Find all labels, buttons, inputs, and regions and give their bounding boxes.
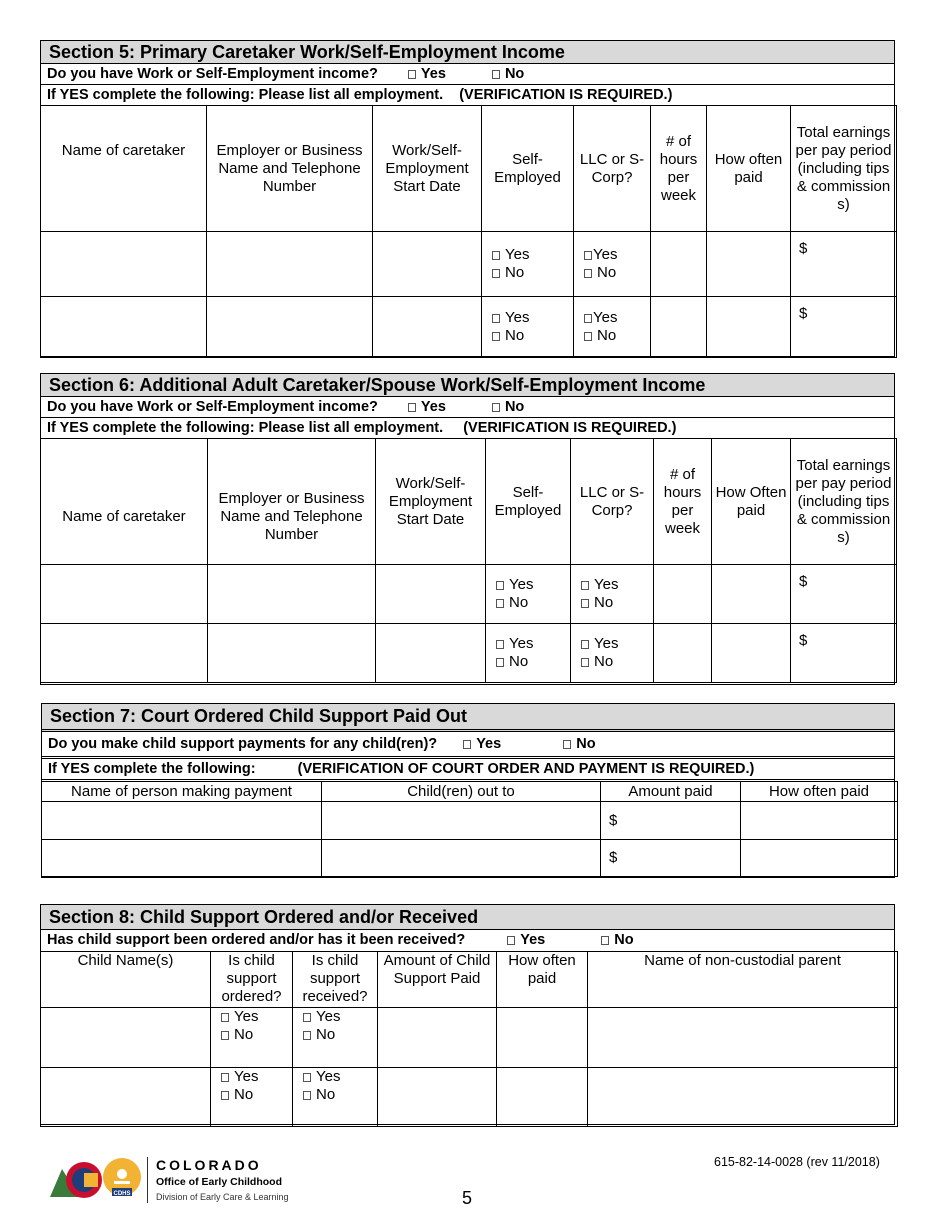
header-child-names: Child Name(s) bbox=[41, 952, 211, 1008]
header-children-out-to: Child(ren) out to bbox=[322, 782, 601, 802]
section-6-title: Section 6: Additional Adult Caretaker/Spouse Work/Self-Employment Income bbox=[41, 374, 894, 397]
header-employer: Employer or Business Name and Telephone Number bbox=[207, 106, 373, 232]
total-earnings-cell[interactable]: $ bbox=[791, 565, 897, 624]
yes-option[interactable]: Yes bbox=[492, 246, 570, 264]
section-8 bbox=[40, 904, 895, 1125]
checkbox-icon[interactable] bbox=[601, 936, 609, 945]
self-employed-cell bbox=[482, 297, 574, 358]
header-amount-paid: Amount of Child Support Paid bbox=[378, 952, 497, 1008]
form-code: 615-82-14-0028 (rev 11/2018) bbox=[714, 1155, 880, 1169]
yes-option[interactable]: Yes bbox=[221, 1008, 289, 1026]
start-date-cell[interactable] bbox=[376, 624, 486, 683]
support-received-cell bbox=[293, 1068, 378, 1127]
section-5-question: Do you have Work or Self-Employment income? bbox=[47, 66, 378, 82]
checkbox-icon[interactable] bbox=[492, 251, 500, 260]
yes-option[interactable]: Yes bbox=[581, 635, 650, 653]
table-row bbox=[41, 297, 897, 358]
yes-option[interactable]: Yes bbox=[221, 1068, 289, 1086]
header-amount-paid: Amount paid bbox=[601, 782, 741, 802]
section-7-title: Section 7: Court Ordered Child Support Paid Out bbox=[42, 704, 894, 732]
llc-cell bbox=[574, 297, 651, 358]
no-option[interactable]: No bbox=[492, 327, 570, 345]
section-5 bbox=[40, 40, 895, 357]
yes-option[interactable]: Yes bbox=[584, 309, 647, 327]
no-option[interactable]: No bbox=[492, 264, 570, 282]
table-row bbox=[41, 624, 897, 683]
no-option[interactable]: No bbox=[303, 1026, 374, 1044]
no-option[interactable]: No bbox=[581, 653, 650, 671]
section-5-instruction: If YES complete the following: Please list all employment. bbox=[47, 87, 444, 103]
section-8-table bbox=[40, 951, 898, 1127]
amount-paid-cell[interactable]: $ bbox=[601, 802, 741, 840]
hours-cell[interactable] bbox=[654, 624, 712, 683]
section-7-yes-option[interactable]: Yes bbox=[463, 732, 501, 756]
checkbox-icon[interactable] bbox=[303, 1013, 311, 1022]
no-option[interactable]: No bbox=[584, 264, 647, 282]
header-name: Name of caretaker bbox=[41, 106, 207, 232]
yes-option[interactable]: Yes bbox=[581, 576, 650, 594]
section-7-no-option[interactable]: No bbox=[563, 732, 595, 756]
how-often-cell[interactable] bbox=[497, 1068, 588, 1127]
header-self-employed: Self-Employed bbox=[482, 106, 574, 232]
section-5-no-option[interactable]: No bbox=[492, 64, 524, 84]
header-start-date: Work/Self-Employment Start Date bbox=[376, 439, 486, 565]
checkbox-icon[interactable] bbox=[221, 1031, 229, 1040]
section-6-yes-option[interactable]: Yes bbox=[408, 397, 446, 417]
checkbox-icon[interactable] bbox=[463, 740, 471, 749]
colorado-mountains-logo-icon bbox=[50, 1155, 150, 1205]
checkbox-icon[interactable] bbox=[507, 936, 515, 945]
checkbox-icon[interactable] bbox=[492, 314, 500, 323]
llc-cell bbox=[571, 624, 654, 683]
checkbox-icon[interactable] bbox=[303, 1031, 311, 1040]
section-8-title: Section 8: Child Support Ordered and/or Received bbox=[41, 905, 894, 930]
section-6-no-option[interactable]: No bbox=[492, 397, 524, 417]
header-noncustodial-parent: Name of non-custodial parent bbox=[588, 952, 898, 1008]
employer-cell[interactable] bbox=[207, 297, 373, 358]
name-cell[interactable] bbox=[41, 232, 207, 297]
yes-option[interactable]: Yes bbox=[303, 1068, 374, 1086]
logo-title: COLORADO bbox=[156, 1157, 262, 1173]
section-7-instruction: If YES complete the following: bbox=[48, 761, 256, 777]
section-8-question-line bbox=[41, 930, 894, 952]
llc-cell bbox=[571, 565, 654, 624]
checkbox-icon[interactable] bbox=[221, 1091, 229, 1100]
section-7-question-line bbox=[42, 732, 894, 759]
page-number: 5 bbox=[462, 1188, 473, 1208]
checkbox-icon[interactable] bbox=[492, 269, 500, 278]
start-date-cell[interactable] bbox=[373, 297, 482, 358]
header-total-earnings: Total earnings per pay period (including tips & commission s) bbox=[791, 106, 897, 232]
llc-cell bbox=[574, 232, 651, 297]
table-row bbox=[41, 1008, 898, 1068]
logo-division: Division of Early Care & Learning bbox=[156, 1192, 289, 1202]
name-cell[interactable] bbox=[41, 297, 207, 358]
noncustodial-parent-cell[interactable] bbox=[588, 1068, 898, 1127]
no-option[interactable]: No bbox=[584, 327, 647, 345]
child-name-cell[interactable] bbox=[41, 1068, 211, 1127]
table-row bbox=[42, 802, 898, 840]
support-received-cell bbox=[293, 1008, 378, 1068]
section-5-verification: (VERIFICATION IS REQUIRED.) bbox=[459, 87, 673, 103]
checkbox-icon[interactable] bbox=[581, 640, 589, 649]
no-option[interactable]: No bbox=[221, 1026, 289, 1044]
section-6-question: Do you have Work or Self-Employment income? bbox=[47, 399, 378, 415]
checkbox-icon[interactable] bbox=[584, 269, 592, 278]
section-5-table bbox=[40, 105, 897, 358]
section-5-question-line bbox=[41, 64, 894, 85]
header-support-ordered: Is child support ordered? bbox=[211, 952, 293, 1008]
section-7 bbox=[41, 703, 895, 878]
hours-cell[interactable] bbox=[651, 297, 707, 358]
no-option[interactable]: No bbox=[496, 594, 567, 612]
total-earnings-cell[interactable]: $ bbox=[791, 232, 897, 297]
checkbox-icon[interactable] bbox=[496, 658, 504, 667]
noncustodial-parent-cell[interactable] bbox=[588, 1008, 898, 1068]
checkbox-icon[interactable] bbox=[492, 70, 500, 79]
checkbox-icon[interactable] bbox=[584, 251, 592, 260]
how-often-paid-cell[interactable] bbox=[741, 840, 898, 877]
how-often-cell[interactable] bbox=[497, 1008, 588, 1068]
checkbox-icon[interactable] bbox=[581, 581, 589, 590]
hours-cell[interactable] bbox=[651, 232, 707, 297]
section-6-instruction-line bbox=[41, 418, 894, 439]
checkbox-icon[interactable] bbox=[492, 403, 500, 412]
checkbox-icon[interactable] bbox=[303, 1073, 311, 1082]
section-7-instruction-line bbox=[42, 759, 894, 782]
header-how-often-paid: How often paid bbox=[497, 952, 588, 1008]
no-option[interactable]: No bbox=[221, 1086, 289, 1104]
colorado-oec-logo bbox=[50, 1155, 290, 1205]
checkbox-icon[interactable] bbox=[584, 314, 592, 323]
name-cell[interactable] bbox=[41, 565, 208, 624]
how-often-cell[interactable] bbox=[707, 232, 791, 297]
payer-name-cell[interactable] bbox=[42, 802, 322, 840]
checkbox-icon[interactable] bbox=[221, 1073, 229, 1082]
no-option[interactable]: No bbox=[496, 653, 567, 671]
header-total-earnings: Total earnings per pay period (including tips & commission s) bbox=[791, 439, 897, 565]
table-row bbox=[41, 565, 897, 624]
section-7-table bbox=[41, 781, 898, 877]
checkbox-icon[interactable] bbox=[492, 332, 500, 341]
section-6-instruction: If YES complete the following: Please list all employment. bbox=[47, 420, 444, 436]
child-name-cell[interactable] bbox=[41, 1008, 211, 1068]
amount-cell[interactable] bbox=[378, 1008, 497, 1068]
how-often-cell[interactable] bbox=[712, 565, 791, 624]
section-7-question: Do you make child support payments for any child(ren)? bbox=[48, 736, 438, 752]
yes-option[interactable]: Yes bbox=[303, 1008, 374, 1026]
yes-option[interactable]: Yes bbox=[584, 246, 647, 264]
checkbox-icon[interactable] bbox=[563, 740, 571, 749]
checkbox-icon[interactable] bbox=[496, 581, 504, 590]
section-6 bbox=[40, 373, 895, 685]
self-employed-cell bbox=[486, 624, 571, 683]
start-date-cell[interactable] bbox=[376, 565, 486, 624]
checkbox-icon[interactable] bbox=[584, 332, 592, 341]
section-8-question: Has child support been ordered and/or has it been received? bbox=[47, 932, 466, 948]
header-how-often: How often paid bbox=[707, 106, 791, 232]
yes-option[interactable]: Yes bbox=[496, 635, 567, 653]
checkbox-icon[interactable] bbox=[408, 70, 416, 79]
checkbox-icon[interactable] bbox=[496, 640, 504, 649]
table-row bbox=[41, 232, 897, 297]
table-row bbox=[41, 1068, 898, 1127]
section-6-verification: (VERIFICATION IS REQUIRED.) bbox=[463, 420, 677, 436]
amount-paid-cell[interactable]: $ bbox=[601, 840, 741, 877]
employer-cell[interactable] bbox=[208, 624, 376, 683]
support-ordered-cell bbox=[211, 1068, 293, 1127]
header-llc: LLC or S-Corp? bbox=[571, 439, 654, 565]
header-start-date: Work/Self-Employment Start Date bbox=[373, 106, 482, 232]
no-option[interactable]: No bbox=[581, 594, 650, 612]
children-out-to-cell[interactable] bbox=[322, 840, 601, 877]
section-5-yes-option[interactable]: Yes bbox=[408, 64, 446, 84]
total-earnings-cell[interactable]: $ bbox=[791, 297, 897, 358]
checkbox-icon[interactable] bbox=[581, 658, 589, 667]
self-employed-cell bbox=[482, 232, 574, 297]
children-out-to-cell[interactable] bbox=[322, 802, 601, 840]
section-6-table bbox=[40, 438, 897, 683]
section-8-yes-option[interactable]: Yes bbox=[507, 930, 545, 951]
section-6-question-line bbox=[41, 397, 894, 418]
name-cell[interactable] bbox=[41, 624, 208, 683]
self-employed-cell bbox=[486, 565, 571, 624]
header-self-employed: Self-Employed bbox=[486, 439, 571, 565]
header-employer: Employer or Business Name and Telephone Number bbox=[208, 439, 376, 565]
checkbox-icon[interactable] bbox=[221, 1013, 229, 1022]
section-8-no-option[interactable]: No bbox=[601, 930, 633, 951]
how-often-paid-cell[interactable] bbox=[741, 802, 898, 840]
header-hours: # of hours per week bbox=[654, 439, 712, 565]
header-how-often: How Often paid bbox=[712, 439, 791, 565]
yes-option[interactable]: Yes bbox=[492, 309, 570, 327]
header-hours: # of hours per week bbox=[651, 106, 707, 232]
checkbox-icon[interactable] bbox=[408, 403, 416, 412]
how-often-cell[interactable] bbox=[712, 624, 791, 683]
checkbox-icon[interactable] bbox=[303, 1091, 311, 1100]
header-payer-name: Name of person making payment bbox=[42, 782, 322, 802]
section-7-verification: (VERIFICATION OF COURT ORDER AND PAYMENT IS REQUIRED.) bbox=[297, 761, 755, 777]
employer-cell[interactable] bbox=[208, 565, 376, 624]
payer-name-cell[interactable] bbox=[42, 840, 322, 877]
yes-option[interactable]: Yes bbox=[496, 576, 567, 594]
header-support-received: Is child support received? bbox=[293, 952, 378, 1008]
checkbox-icon[interactable] bbox=[581, 599, 589, 608]
start-date-cell[interactable] bbox=[373, 232, 482, 297]
employer-cell[interactable] bbox=[207, 232, 373, 297]
amount-cell[interactable] bbox=[378, 1068, 497, 1127]
header-llc: LLC or S-Corp? bbox=[574, 106, 651, 232]
no-option[interactable]: No bbox=[303, 1086, 374, 1104]
support-ordered-cell bbox=[211, 1008, 293, 1068]
logo-office: Office of Early Childhood bbox=[156, 1176, 283, 1188]
header-name: Name of caretaker bbox=[41, 439, 208, 565]
logo-badge-text: CDHS bbox=[113, 1191, 131, 1197]
how-often-cell[interactable] bbox=[707, 297, 791, 358]
hours-cell[interactable] bbox=[654, 565, 712, 624]
total-earnings-cell[interactable]: $ bbox=[791, 624, 897, 683]
header-how-often-paid: How often paid bbox=[741, 782, 898, 802]
section-5-instruction-line bbox=[41, 85, 894, 106]
section-5-title: Section 5: Primary Caretaker Work/Self-Employment Income bbox=[41, 41, 894, 64]
checkbox-icon[interactable] bbox=[496, 599, 504, 608]
table-row bbox=[42, 840, 898, 877]
